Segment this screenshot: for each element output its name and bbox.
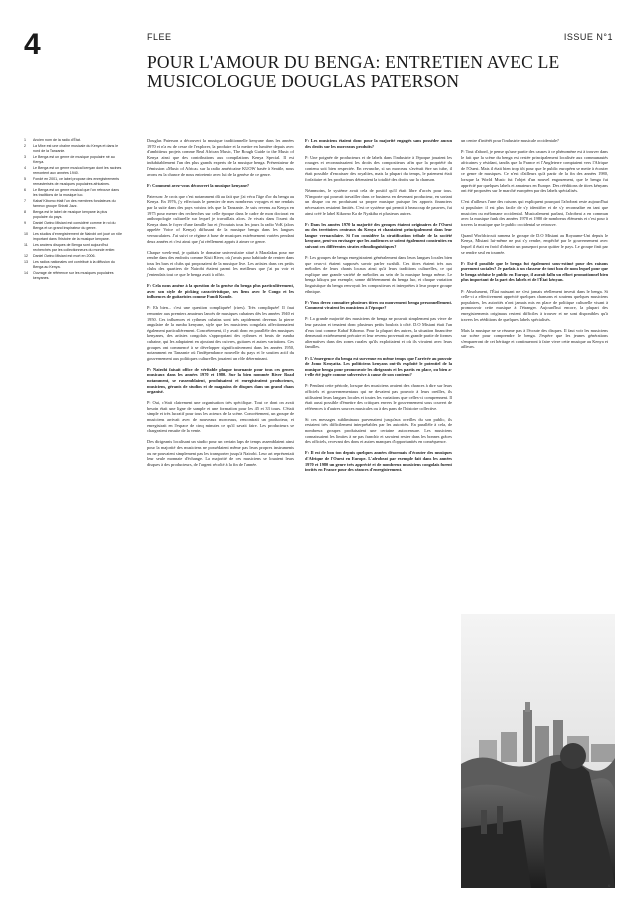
interview-answer: Mais la musique ne se résume pas à l'écoute des disques. Il faut voir les musiciens sur scène pour comprendre le benga. J'espère que les jeunes générations s'empareront de cet héritage et continueront à faire vivre cette musique au Kenya et ailleurs. <box>461 327 608 350</box>
interview-question: F: Est-il possible que le benga fut également sous-estimé pour des raisons purement sociales? Je parlais à un classeur de tout bon de nom lequel pour que le benga séduise le public en Europe, il aurait fallu un effort promotionnel bien plus important de la part des labels et de l'État kényan. <box>461 260 608 283</box>
interview-answer: Néanmoins, le système avait cela de positif qu'il était libre d'accès pour tous. N'importe qui pouvait travailler dans ce business en devenant producteur, en sortant un disque ou en produisant sa propre musique puisque les apports financiers nécessaires restaient limités. C'est ce système qui permit à beaucoup de pauvres, fut ainsi créé le label Kikorno Ka de Nyakiba et plusieurs autres. <box>305 188 452 216</box>
footnote <box>24 166 122 176</box>
article-column-1 <box>147 138 294 473</box>
footnote <box>24 254 122 259</box>
footnote <box>24 232 122 242</box>
footnote-text: Le Benga est un genre de musique populaire né au Kenya. <box>33 155 115 164</box>
footnote-text: Daniel Owino Misiani est considéré comme le roi du Benga et un grand inspirateur du genre. <box>33 221 116 230</box>
interview-question: P: Nairobi faisait office de véritable plaque tournante pour tous ces genres musicaux dans les années 1970 et 1980. Sur la bien nommée River Road notamment, se rassemblaient, produisaient et enregistraient producteurs, musiciens, gérants de studios et de magasins de disques dans un grand chaos organisé. <box>147 366 294 395</box>
interview-answer: P: Tout d'abord, je pense qu'une partie des causes à ce phénomène est à trouver dans le fait que la scène du benga est restée principalement localisée aux communautés africaines y résidant, tandis que la France et l'Angleterre comptaient vers l'Afrique de l'Ouest. Mais il était bien trop tôt pour que le public européen se mette à écouter ce genre de musiques. Ce n'est d'ailleurs qu'à partir de la fin des années 1980, lorsque la World Music fut l'objet d'un nouvel engouement, que le benga fut apprécié par quelques labels et amateurs en Europe. Des rééditions de titres kényans ont été proposées sur le marché européen par des labels spécialisés. <box>461 149 608 194</box>
footnote <box>24 221 122 231</box>
magazine-name: FLEE <box>147 32 172 42</box>
footnote-text: Les anciens disques de Benga sont aujourd'hui recherchés par les collectionneurs du monde entier. <box>33 243 116 252</box>
article-column-2 <box>305 138 452 478</box>
footnote-number: 12 <box>24 254 28 258</box>
page-number: 4 <box>24 28 41 61</box>
interview-answer: P: Eh bien... c'est une question compliquée! (rires). Très compliquée! Il faut remonter aux premiers amateurs lancés de musiques cubaines dès les années 1940 et 1950. Ces influences et rythmes cubains sont très rapidement devenus la pierre angulaire de la rumba kenyane, style que les musiciens congolais affectionnaient également particulièrement. Concrètement, il y avait donc en parallèle des musiques kenyanes, des artistes congolais s'appropriant des rythmes et beats de rumba cubaine, qui les adaptaient en ajoutant des cuivres, guitares et autres variations. Ces groupes ont commencé à se développer significativement dans les années 1950, notamment en Tanzanie où l'indépendance nouvelle du pays et le soutien actif du gouvernement aux politiques culturelles jouaient un rôle déterminant. <box>147 305 294 361</box>
interview-answer: P: Oui, c'était clairement une organisation très spécifique. Tout ce dont on avait besoin était une ligne de sample et une formation pour les 45 et 33 tours. C'était simple et très lucratif pour tous les acteurs de la scène. Concrètement, un groupe de musiciens arrivait avec de nouveaux morceaux, rencontrait un producteur, et enregistrait en l'espace de cinq minutes ce qu'il savait faire. Les producteurs se chargeaient ensuite de la vente. <box>147 400 294 434</box>
article-column-3 <box>461 138 608 356</box>
footnote <box>24 243 122 253</box>
footnote <box>24 155 122 165</box>
interview-answer: Chaque week-end, je quittais le domaine universitaire situé à Maralakas pour me rendre dans des endroits comme Kisii River, où j'avais pour habitude de rentrer dans tous les bars et clubs qui proposaient de la musique live. Les artistes dans ces petits clubs des quartiers de Nairobi étaient parmi les meilleurs que j'ai pu voir et j'entendais tout ce que le benga avait à offrir. <box>147 249 294 277</box>
footnote-text: La Mixe est une chaîne musicale du Kenya et dans le nord de la Tanzanie. <box>33 144 119 153</box>
footnote <box>24 177 122 187</box>
footnote-text: Daniel Owino Misiani est mort en 2006. <box>33 254 96 258</box>
footnote-text: Les studios d'enregistrement de Nairobi ont joué un rôle important dans l'histoire de la musique kenyane. <box>33 232 122 241</box>
footnote-text: Fondé en 2001, ce label propose des enregistrements remasterisés de musiques populaires africaines. <box>33 177 120 186</box>
footnote <box>24 210 122 220</box>
footnote <box>24 199 122 209</box>
footnote-number: 14 <box>24 271 28 275</box>
photo-tower <box>523 710 532 762</box>
footnote-number: 3 <box>24 155 26 159</box>
photo-credit: © <box>608 884 611 888</box>
footnote <box>24 144 122 154</box>
footnote <box>24 138 122 143</box>
interview-answer: P: Absolument, l'État naissant ne s'est jamais réellement investi dans le benga. Si celle-ci a effectivement apprécié quelques chansons et soutenu quelques musiciens populaires, les autorités n'ont jamais mis en place de politique culturelle visant à promouvoir cette musique à l'étranger. Aujourd'hui encore, la plupart des enregistrements originaux restent difficiles à trouver et ne sont disponibles qu'à travers les rééditions de quelques labels spécialisés. <box>461 288 608 322</box>
interview-answer: un centre d'intérêt pour l'industrie musicale occidentale? <box>461 138 559 143</box>
footnote-text: Ancien nom de la radio d'État. <box>33 138 81 142</box>
interview-question: F: Les musiciens étaient donc pour la majorité engagés sans posséder aucun des droits sur les morceaux produits? <box>305 138 452 149</box>
footnote-text: Benga est le label de musique kenyane la plus populaire du pays. <box>33 210 108 219</box>
footnote-number: 5 <box>24 177 26 181</box>
interview-question: F: Il est de bon ton depuis quelques années désormais d'écouter des musiques d'Afrique de l'Ouest en Europe. L'afrobeat par exemple fait dans les années 1970 et 1980 un genre très apprécié et de nombreux musiciens congolais furent invités en France pour des séances d'enregistrement. <box>305 450 452 473</box>
footnote-text: Kabaf Kibomo était l'un des membres fondateurs du fameux groupe Shirati Jazz. <box>33 199 116 208</box>
footnote-number: 8 <box>24 210 26 214</box>
interview-answer: Quand Worldcircuit ramena le groupe de D.O Misiani au Royaume-Uni depuis le Kenya, Misiani lui-même ne put s'y rendre, empêché par le gouvernement avec lequel il était en froid d'obtenir un passeport pour quitter le pays. Le groupe finit par se rendre seul en tournée. <box>461 232 608 255</box>
interview-answer: P: La grande majorité des musiciens de benga ne pouvait simplement pas vivre de leur passion et tenaient donc plusieurs petits boulots à côté. D.O Misiani était l'un d'eux tout comme Kabaf Kibomo. Pour la plupart des autres, la situation financière demeurait extrêmement précaire et leur revenu provenait en grande partie de formes alternatives dans des zones rurales qu'ils exploitaient et où ils vivaient avec leurs familles. <box>305 316 452 350</box>
footnote <box>24 188 122 198</box>
interview-answer: Douglas Paterson a découvert la musique traditionnelle kenyane dans les années 1970 et n'a eu de cesse de l'explorer, la produire et la mettre en lumière depuis avec d'ambitieux projets comme Real African Music, The Rough Guide to the Music of Kenya ainsi que des contributions aux compilations Kenya Special. Il est indubitablement l'un des plus grands experts de la musique benga. Présentateur de l'émission «Music of Africa» sur la radio américaine KUOW basée à Seattle, nous avons eu la chance de nous entretenir avec lui de la genèse de ce genre. <box>147 138 294 177</box>
footnote-number: 1 <box>24 138 26 142</box>
interview-answer: Si ces messages subliminaux parvenaient jusqu'aux oreilles du son public, ils restaient très difficilement interprétables par les autorités. En parallèle à cela, de nombreux groupes produisaient une certaine autocensure. Les musiciens connaissaient les limites à ne pas franchir et savaient rester dans les bonnes grâces des officiels, recevant des dons et autres manques d'opportunités en conséquence. <box>305 416 452 445</box>
interview-answer: P: Une poignée de producteurs et de labels dans l'industrie à l'époque jouaient les rouages et reconnaissaient les droits des compositeurs afin que la propriété du contenu soit bien respectée. En revanche, si un morceau s'avérait être un tube, il était possible d'encaisser des royalties, mais la plupart du temps, le paiement était forfaitaire et les producteurs détenaient la totalité des droits sur la chanson. <box>305 154 452 183</box>
interview-answer: P: Pendant cette période, lorsque des musiciens avaient des chances à dire sur leurs officiels et gouvernementaux qui ne devaient pas pouvoir à leurs oreilles, ils utilisaient leurs langues locales et toutes les variations que celles-ci comprennent. Il était aussi possible d'émettre des critiques envers le gouvernement sous couvert de références à d'autres sources musicales ou à des pans de l'histoire collective. <box>305 383 452 411</box>
footnote <box>24 260 122 270</box>
interview-answer: Des dirigeants localisant un studio pour un certain laps de temps assemblaient ainsi pour la majorité des musiciens ne possédaient même pas leurs propres instruments ou ne pouvaient simplement pas les transporter jusqu'à Nairobi. Leur art représentait leur seule monnaie d'échange. La majorité de ces musiciens se louaient leurs disques à des producteurs, de l'argent récolté à la fin de l'année. <box>147 439 294 467</box>
article-title: POUR L'AMOUR DU BENGA: ENTRETIEN AVEC LE MUSICOLOGUE DOUGLAS PATERSON <box>147 52 560 91</box>
footnote-text: Le Benga est un genre musical kenyan dont les racines remontent aux années 1940. <box>33 166 122 175</box>
interview-question: F: Comment avez-vous découvert la musique kenyane? <box>147 182 250 188</box>
footnote-number: 9 <box>24 221 26 225</box>
footnote-number: 13 <box>24 260 28 264</box>
interview-question: F: Vous devez connaître plusieurs titres ou mouvement benga personnellement. Comment vivaient les musiciens à l'époque? <box>305 299 452 311</box>
issue-number: ISSUE N°1 <box>563 32 613 42</box>
interview-question: F: Cela nous amène à la question de la genèse du benga plus particulièrement, avec son style de picking caractéristique, ses liens avec le Congo et les influences de guitaristes comme Fundi Konde. <box>147 283 294 300</box>
footnote-number: 2 <box>24 144 26 148</box>
interview-answer: C'est d'ailleurs l'une des raisons qui expliquent pourquoi l'afrobeat reste aujourd'hui si populaire: il est plus facile de s'y identifier et de s'y reconnaître en tant que musicien ou mélomane occidental. Musicalement parlant, l'afrobeat a en commun avec la musique funk des années 1970 et 1980 de nombreux éléments et c'est pour à travers la musique que le public occidental se retrouve. <box>461 199 608 227</box>
footnote-number: 7 <box>24 199 26 203</box>
interview-answer: P: Les groupes de benga enregistraient généralement dans leurs langues locales bien que ceux-ci étaient supposés savoir parler swahili. Ces titres étaient très aux mélodies de leurs chants locaux ainsi qu'à leurs traditions culturelles, ce qui explique une grande variété de mélodies au sein de la musique benga même. Le benga kikuyu par exemple, sonne différemment du benga luo, et chaque variation linguistique du benga renvoyait les compositeurs et interprètes à leur propre groupe ethnique. <box>305 255 452 294</box>
footnote-text: Les radios nationales ont contribué à la diffusion du Benga au Kenya. <box>33 260 115 269</box>
footnote-number: 4 <box>24 166 26 170</box>
footnote-number: 6 <box>24 188 26 192</box>
interview-answer: Paterson: Je crois que c'est notamment dû au fait que j'ai vécu l'âge d'or du benga au Kenya. En 1976, j'y effectuais le premier de mes nombreux voyages et me rendais par la suite dans des pays voisins tels que la Tanzanie. Je suis revenu au Kenya en 1975 pour mener des recherches sur celle époque dans le cadre de mon doctorat en anthropologie culturelle sur lequel je travaillais alors. Je vivais dans l'ouest du Kenya dans le foyer d'une famille luo et j'écoutais tous les jours la radio VoK (alors appelée Voice of Kenya) diffusant de la musique benga dans les langues vernaculaires. J'ai suivi ce régime à base de musiques extrêmement variées pendant deux années et c'est ainsi que j'ai réellement appris à aimer ce genre. <box>147 193 294 244</box>
footnote-number: 10 <box>24 232 28 236</box>
footnote-text: Ouvrage de référence sur les musiques populaires kenyanes. <box>33 271 114 280</box>
footnote <box>24 271 122 281</box>
street-photo <box>461 614 615 888</box>
footnote-number: 11 <box>24 243 28 247</box>
interview-question: F: Dans les années 1970 la majorité des groupes étaient originaires de l'Ouest ou des territoires centraux du Kenya et chantaient principalement dans leur langue vernaculaire. Si l'on considère la stratification tribale de la société kenyane, peut-on envisager que les audiences se soient également construites en suivant ces différentes strates ethnolinguistiques? <box>305 221 452 249</box>
footnotes <box>24 138 122 282</box>
interview-question: F: L'émergence du benga est survenue en même temps que l'arrivée au pouvoir de Jomo Kenyatta. Les politiciens kenyans ont-ils exploité le potentiel de la musique benga pour promouvoir les dirigeants et les partis en place, ou bien a-t-elle été jugée comme subversive à cause de son contenu? <box>305 355 452 378</box>
footnote-text: Le Benga est un genre musical que l'on retrouve dans les traditions de la musique luo. <box>33 188 119 197</box>
